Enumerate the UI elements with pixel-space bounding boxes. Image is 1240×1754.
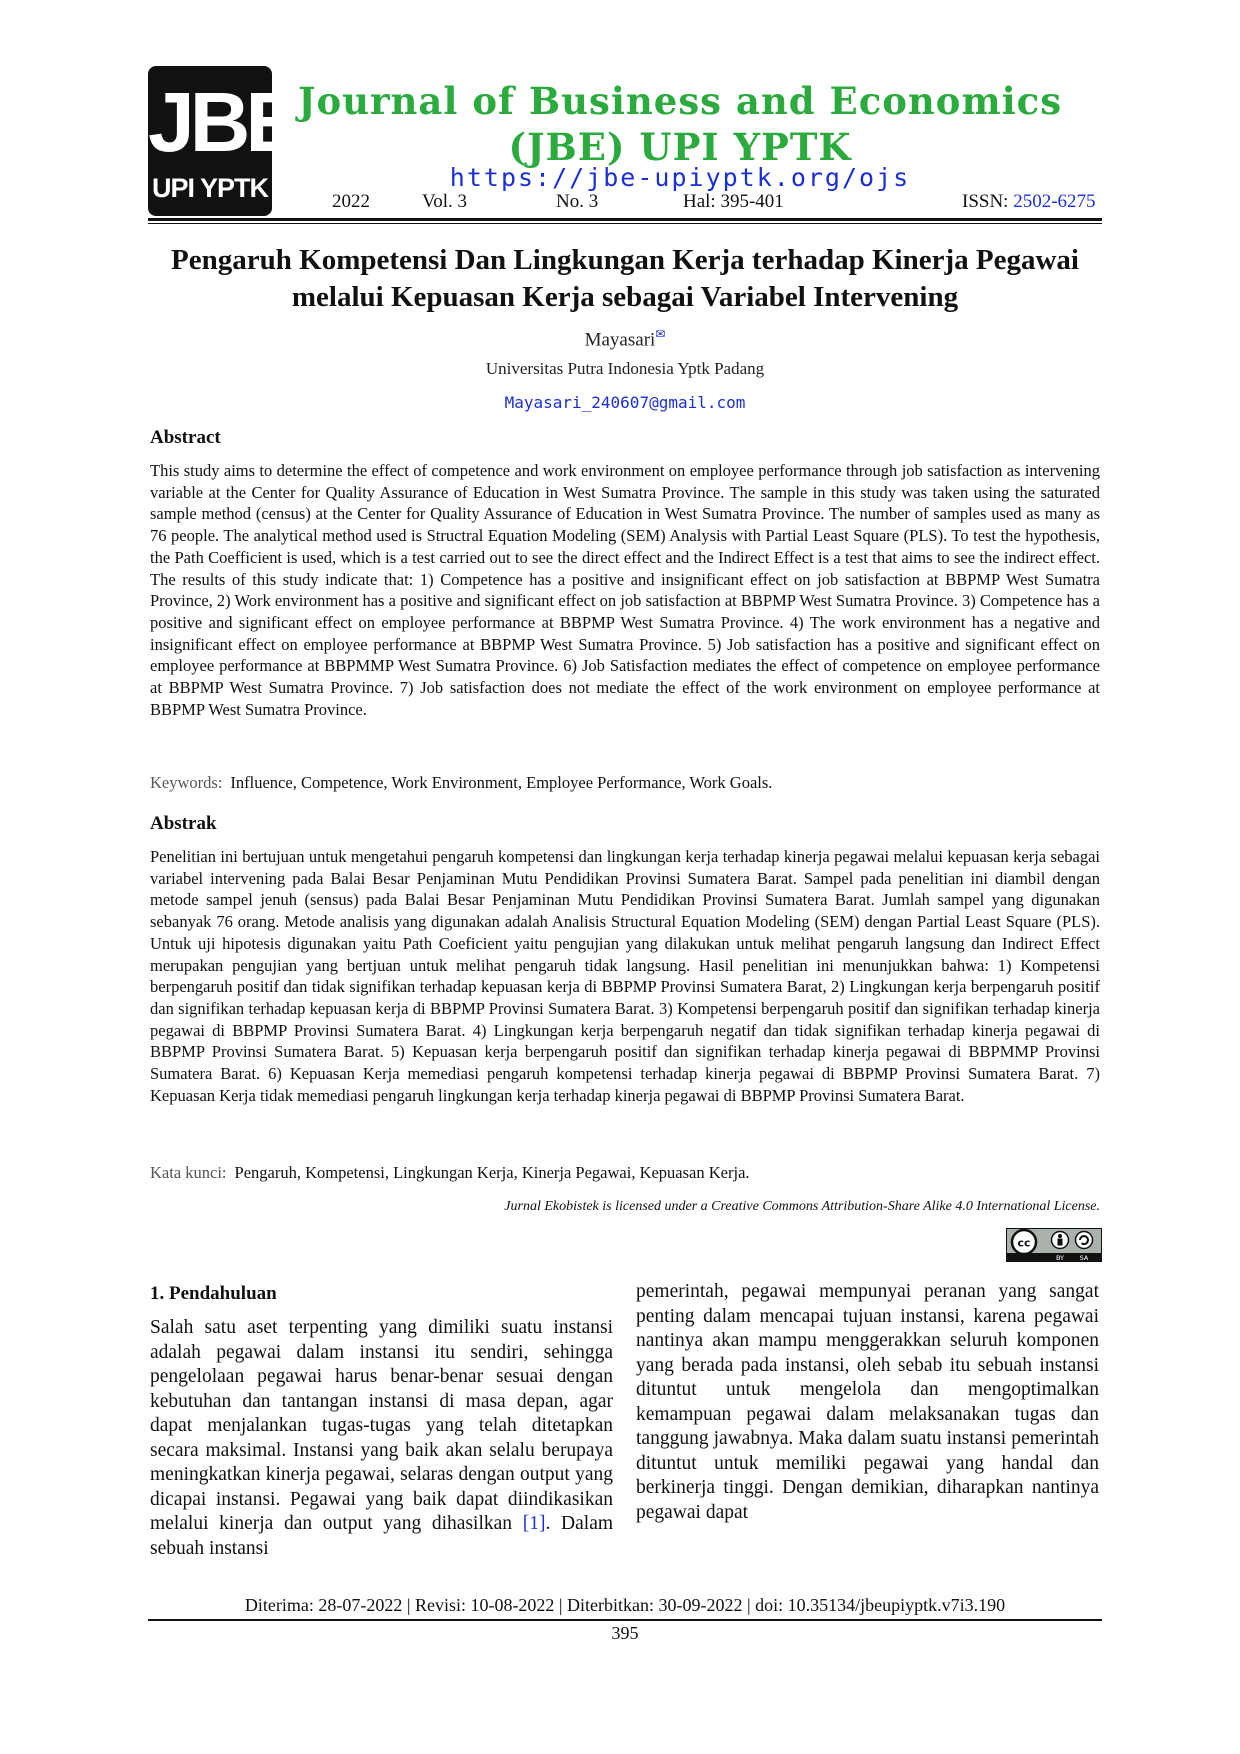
issn-label: ISSN: [962,191,1014,212]
cc-by-sa-icon[interactable] [1006,1228,1102,1262]
page-number: 395 [611,1623,639,1643]
publication-dates: Diterima: 28-07-2022 | Revisi: 10-08-2022 | Diterbitkan: 30-09-2022 | doi: 10.35134/jbeupiyptk.v7i3.190 [244,1595,1006,1615]
footer-rule [148,1619,1102,1621]
abstrak-text: Penelitian ini bertujuan untuk mengetahui pengaruh kompetensi dan lingkungan kerja terhadap kinerja pegawai melalui kepuasan kerja sebagai variabel intervening pada Balai Besar Penjaminan Mutu Pendidikan Provinsi Sumatera Barat. Sampel pada penelitian ini diambil dengan metode sampel jenuh (sensus) pada Balai Besar Penjaminan Mutu Pendidikan Provinsi Sumatera Barat. Jumlah sampel yang digunakan sebanyak 76 orang. Metode analisis yang digunakan adalah Analisis Structural Equation Modeling (SEM) dengan Partial Least Square (PLS). Untuk uji hipotesis digunakan yaitu Path Coeficient yaitu pengujian yang dilakukan untuk melihat pengaruh langsung dan Indirect Effect merupakan pengujian yang bertjuan untuk melihat pengaruh tidak langsung. Hasil penelitian ini menunjukkan bahwa: 1) Kompetensi berpengaruh positif dan tidak signifikan terhadap kepuasan kerja di BBPMP Provinsi Sumatera Barat, 2) Lingkungan kerja berpengaruh positif dan signifikan terhadap kepuasan kerja di BBPMP Provinsi Sumatera Barat. 3) Kompetensi berpengaruh positif dan signifikan terhadap kinerja pegawai di BBPMP Provinsi Sumatera Barat. 4) Lingkungan kerja berpengaruh negatif dan tidak signifikan terhadap kinerja pegawai di BBPMP Provinsi Sumatera Barat. 5) Kepuasan kerja berpengaruh positif dan signifikan terhadap kinerja pegawai di BBPMMP Provinsi Sumatera Barat. 6) Kepuasan Kerja memediasi pengaruh kompetensi terhadap kinerja pegawai di BBPMP Provinsi Sumatera Barat. 7) Kepuasan Kerja tidak memediasi pengaruh lingkungan kerja terhadap kinerja pegawai di BBPMP Provinsi Sumatera Barat. [150,847,1100,1105]
intro-left-text: Salah satu aset terpenting yang dimiliki suatu instansi adalah pegawai dalam instansi itu sendiri, sehingga pengelolaan pegawai harus benar-benar sesuai dengan kebutuhan dan tantangan instansi di masa depan, agar dapat menjalankan tugas-tugas yang telah ditetapkan secara maksimal. Instansi yang baik akan selalu berupaya meningkatkan kinerja pegawai, selaras dengan output yang dicapai instansi. Pegawai yang baik dapat diindikasikan melalui kinerja dan output yang dihasilkan [150,1317,613,1534]
kata-kunci-label: Kata kunci: [150,1163,227,1182]
cc-badge-sa: SA [1079,1254,1089,1262]
header-rule-thin [148,223,1102,224]
abstract-text: This study aims to determine the effect of competence and work environment on employee performance through job satisfaction as intervening variable at the Center for Quality Assurance of Education in West Sumatra Province. The sample in this study was taken using the saturated sample method (census) at the Center for Quality Assurance of Education in West Sumatra Province. The number of samples used as many as 76 people. The analytical method used is Structral Equation Modeling (SEM) Analysis with Partial Least Square (PLS). To test the hypothesis, the Path Coefficient is used, which is a test carried out to see the direct effect and the Indirect Effect is a test that aims to see the indirect effect. The results of this study indicate that: 1) Competence has a positive and insignificant effect on job satisfaction at BBPMP West Sumatra Province, 2) Work environment has a positive and significant effect on job satisfaction at BBPMP West Sumatra Province. 3) Competence has a positive and significant effect on employee performance at BBPMP West Sumatra Province. 4) The work environment has a negative and insignificant effect on employee performance at BBPMP West Sumatra Province. 5) Job satisfaction has a positive and significant effect on employee performance at BBPMMP West Sumatra Province. 6) Job Satisfaction mediates the effect of competence on employee performance at BBPMP West Sumatra Province. 7) Job satisfaction does not mediate the effect of the work environment on employee performance at BBPMP West Sumatra Province. [150,461,1100,719]
logo-line1: JBE [148,75,297,169]
issn [962,190,1096,214]
journal-title: Journal of Business and Economics (JBE) UPI YPTK [297,79,1063,169]
issue-year: 2022 [332,191,370,212]
citation-link[interactable]: [1] [522,1513,546,1534]
paper-title: Pengaruh Kompetensi Dan Lingkungan Kerja terhadap Kinerja Pegawai melalui Kepuasan Kerja sebagai Variabel Intervening [171,244,1079,313]
section-heading-pendahuluan: 1. Pendahuluan [150,1283,277,1304]
logo-line2: UPI YPTK [151,173,269,203]
license-text: Jurnal Ekobistek is licensed under a Creative Commons Attribution-Share Alike 4.0 International License. [504,1199,1100,1214]
keywords-label: Keywords: [150,773,223,792]
keywords [150,772,1100,794]
cc-badge-by: BY [1055,1254,1065,1262]
author-name: Mayasari [584,329,656,351]
header-rule [148,218,1102,221]
journal-url-link[interactable]: https://jbe-upiyptk.org/ojs [449,163,911,192]
kata-kunci [150,1162,1100,1184]
abstract-heading: Abstract [150,427,221,448]
kata-kunci-list: Pengaruh, Kompetensi, Lingkungan Kerja, Kinerja Pegawai, Kepuasan Kerja. [234,1163,750,1182]
author [150,322,1100,352]
issue-volume: Vol. 3 [422,191,468,212]
issue-number: No. 3 [556,191,599,212]
intro-left-text-end: . Dalam sebuah instansi [150,1513,614,1559]
intro-left-column [150,1316,613,1561]
author-email-link[interactable]: Mayasari_240607@gmail.com [504,393,746,412]
envelope-icon[interactable]: ✉ [655,327,666,341]
abstrak-heading: Abstrak [150,813,217,834]
issn-link[interactable]: 2502-6275 [1013,191,1096,212]
intro-right-column: pemerintah, pegawai mempunyai peranan yang sangat penting dalam mencapai tujuan instansi, karena pegawai nantinya akan mampu menggerakkan seluruh komponen yang berada pada instansi, oleh sebab itu sebuah instansi dituntut untuk mengelola dan mengoptimalkan kemampuan pegawai dalam melaksanakan tugas dan tanggung jawabnya. Maka dalam suatu instansi pemerintah dituntut untuk memiliki pegawai yang handal dan berkinerja tinggi. Dengan demikian, diharapkan nantinya pegawai dapat [636,1281,1099,1523]
cc-badge-cc: cc [1017,1236,1031,1250]
affiliation: Universitas Putra Indonesia Yptk Padang [485,359,765,378]
keywords-list: Influence, Competence, Work Environment, Employee Performance, Work Goals. [230,773,773,792]
issue-pages: Hal: 395-401 [683,191,784,212]
journal-logo [148,66,297,216]
